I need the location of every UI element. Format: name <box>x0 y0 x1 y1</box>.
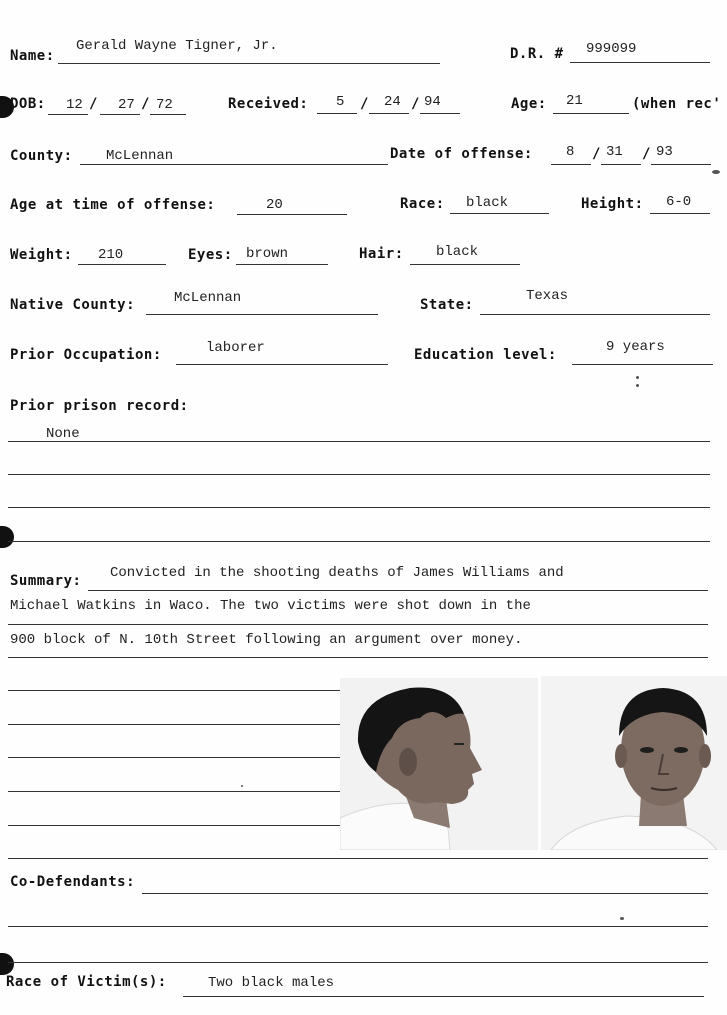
victim-race-value: Two black males <box>208 975 335 991</box>
received-day: 24 <box>384 94 401 110</box>
offense-day: 31 <box>606 144 623 160</box>
scan-speck <box>636 376 639 379</box>
offense-slash-2: / <box>642 146 651 162</box>
state-line <box>480 314 710 315</box>
received-label: Received: <box>228 96 309 112</box>
offense-month: 8 <box>566 144 575 160</box>
county-value: McLennan <box>106 148 174 164</box>
education-line <box>572 364 713 365</box>
offense-date-label: Date of offense: <box>390 146 533 162</box>
scan-speck <box>620 917 624 920</box>
race-line <box>450 213 549 214</box>
codefendants-label: Co-Defendants: <box>10 874 136 890</box>
dob-day-line <box>100 114 140 115</box>
weight-label: Weight: <box>10 247 73 263</box>
prison-line-2 <box>8 474 710 475</box>
occupation-label: Prior Occupation: <box>10 347 162 363</box>
received-year: 94 <box>424 94 441 110</box>
native-county-label: Native County: <box>10 297 136 313</box>
name-label: Name: <box>10 48 55 64</box>
blank-line-5 <box>8 825 340 826</box>
scan-speck <box>636 384 639 387</box>
hair-label: Hair: <box>359 246 404 262</box>
blank-line-2 <box>8 724 340 725</box>
eyes-value: brown <box>246 246 289 262</box>
dob-year-line <box>150 114 186 115</box>
education-label: Education level: <box>414 347 557 363</box>
race-label: Race: <box>400 196 445 212</box>
scan-speck <box>241 785 243 787</box>
occupation-line <box>176 364 388 365</box>
state-label: State: <box>420 297 474 313</box>
prison-line-3 <box>8 507 710 508</box>
prison-line-1 <box>8 441 710 442</box>
offense-year-line <box>651 164 711 165</box>
dob-label: DOB: <box>10 96 46 112</box>
age-line <box>553 113 629 114</box>
received-slash-2: / <box>411 96 420 112</box>
punch-hole-bottom <box>0 953 14 975</box>
victim-race-line <box>183 996 704 997</box>
blank-line-1 <box>8 690 340 691</box>
education-value: 9 years <box>606 339 665 355</box>
height-value: 6-0 <box>666 194 692 210</box>
offense-year: 93 <box>656 144 673 160</box>
profile-mugshot-photo <box>340 678 538 850</box>
occupation-value: laborer <box>206 340 265 356</box>
dob-slash-2: / <box>141 96 150 112</box>
native-county-value: McLennan <box>174 290 242 306</box>
age-offense-label: Age at time of offense: <box>10 197 216 213</box>
height-label: Height: <box>581 196 644 212</box>
blank-line-6 <box>8 858 708 859</box>
summary-label: Summary: <box>10 573 82 589</box>
summary-rule-2 <box>8 624 708 625</box>
scan-speck <box>712 170 720 174</box>
front-mugshot-photo <box>541 676 727 850</box>
offense-month-line <box>551 164 591 165</box>
prison-record-value: None <box>46 426 80 442</box>
county-label: County: <box>10 148 73 164</box>
prison-line-4 <box>8 541 710 542</box>
dob-month: 12 <box>66 97 83 113</box>
age-value: 21 <box>566 93 583 109</box>
age-note: (when rec' <box>632 96 722 112</box>
native-county-line <box>146 314 378 315</box>
name-line <box>58 63 440 64</box>
dob-year: 72 <box>156 97 173 113</box>
profile-portrait-icon <box>340 678 538 850</box>
codefendants-line-2 <box>8 926 708 927</box>
dr-value: 999099 <box>586 41 637 57</box>
victim-race-label: Race of Victim(s): <box>6 974 167 990</box>
weight-value: 210 <box>98 247 124 263</box>
eyes-line <box>236 264 328 265</box>
hair-value: black <box>436 244 479 260</box>
dob-slash-1: / <box>89 96 98 112</box>
name-value: Gerald Wayne Tigner, Jr. <box>76 38 278 54</box>
summary-line-2: Michael Watkins in Waco. The two victims were shot down in the <box>10 598 531 614</box>
prison-record-label: Prior prison record: <box>10 398 189 414</box>
summary-line-1: Convicted in the shooting deaths of James Williams and <box>110 565 564 581</box>
front-portrait-icon <box>541 676 727 850</box>
county-line <box>80 164 388 165</box>
codefendants-line-1 <box>142 893 708 894</box>
received-slash-1: / <box>360 96 369 112</box>
offense-day-line <box>601 164 641 165</box>
race-value: black <box>466 195 509 211</box>
summary-rule-1 <box>88 590 708 591</box>
offense-slash-1: / <box>592 146 601 162</box>
state-value: Texas <box>526 288 569 304</box>
codefendants-line-3 <box>8 962 708 963</box>
age-offense-line <box>237 214 347 215</box>
age-offense-value: 20 <box>266 197 283 213</box>
blank-line-3 <box>8 757 340 758</box>
height-line <box>650 213 710 214</box>
punch-hole-middle <box>0 526 14 548</box>
eyes-label: Eyes: <box>188 247 233 263</box>
received-month-line <box>317 113 357 114</box>
dr-label: D.R. # <box>510 46 564 62</box>
dob-month-line <box>48 114 88 115</box>
summary-rule-3 <box>8 657 708 658</box>
hair-line <box>410 264 520 265</box>
blank-line-4 <box>8 791 340 792</box>
received-month: 5 <box>336 94 345 110</box>
received-year-line <box>420 113 460 114</box>
age-label: Age: <box>511 96 547 112</box>
received-day-line <box>369 113 409 114</box>
dob-day: 27 <box>118 97 135 113</box>
summary-line-3: 900 block of N. 10th Street following an argument over money. <box>10 632 523 648</box>
dr-line <box>570 62 710 63</box>
weight-line <box>78 264 166 265</box>
